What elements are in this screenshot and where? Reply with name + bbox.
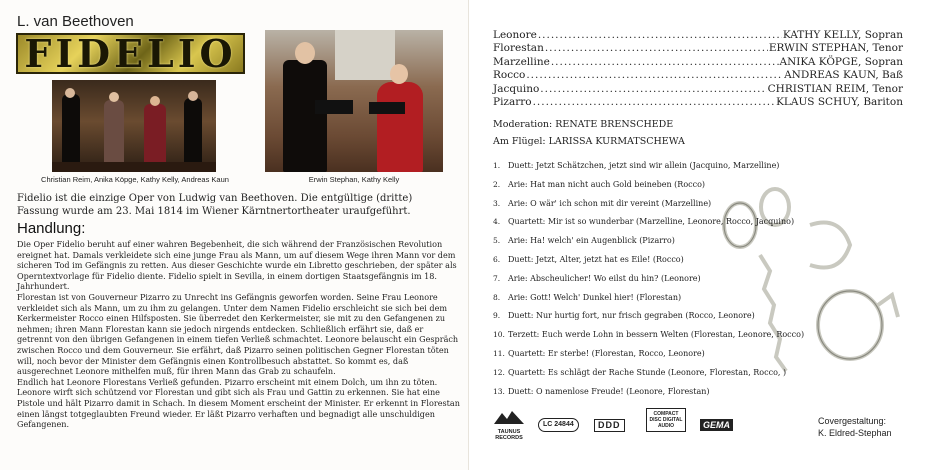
plot-heading: Handlung: — [17, 220, 86, 237]
cast-row — [493, 42, 903, 55]
track-number: 5. — [493, 236, 501, 246]
cover-design-credit — [818, 415, 892, 439]
cast-row — [493, 96, 903, 109]
track-item — [493, 195, 813, 214]
duet-caption: Erwin Stephan, Kathy Kelly — [308, 175, 400, 184]
plot-paragraph: Florestan ist von Gouverneur Pizarro zu Unrecht ins Gefängnis geworfen worden. Seine Frau Leonore verkleidet sich als Mann, um zu ihm zu gelangen. Unter dem Namen Fidelio erschleicht sie sich bei dem Kerkermeister Rocco einen Hilfsposten. Sie überredet den Kerkermeister, sie mit zu den Gefangenen zu nehmen; ihren Mann Florestan kann sie jedoch nirgends entdecken. Schließlich erfährt sie, daß er getrennt von den übrigen Gefangenen in einem tiefen Verließ schmachtet. Leonore belauscht ein Gespräch zwischen Rocco und dem Gouverneur. Sie erfährt, daß Pizarro seinen politischen Gegner Florestan töten will, noch bevor der Minister dem Gefängnis einen Kontrollbesuch abstattet. So kommt es, daß ausgerechnet Leonore mithelfen muß, für ihren Mann das Grab zu schaufeln. — [17, 291, 459, 377]
plot-text — [17, 239, 460, 430]
cast-singer: KLAUS SCHUY, Bariton — [776, 96, 903, 109]
track-item — [493, 383, 813, 402]
piano-credit: Am Flügel: LARISSA KURMATSCHEWA — [493, 136, 685, 147]
track-number: 6. — [493, 254, 501, 264]
duet-photo — [265, 30, 443, 172]
track-number: 2. — [493, 179, 501, 189]
label-logos — [484, 408, 744, 442]
cast-row — [493, 83, 903, 96]
track-number: 1. — [493, 161, 501, 170]
composer-name: L. van Beethoven — [17, 13, 134, 30]
lc-logo: LC 24844 — [538, 418, 579, 432]
track-title: Terzett: Euch werde Lohn in bessern Welten (Florestan, Leonore, Rocco) — [508, 330, 805, 340]
track-title: Quartett: Es schlägt der Rache Stunde (Leonore, Florestan, Rocco, ) — [508, 367, 787, 377]
cast-singer: ERWIN STEPHAN, Tenor — [768, 42, 903, 55]
track-item — [493, 270, 813, 289]
intro-text: Fidelio ist die einzige Oper von Ludwig van Beethoven. Die entgültige (dritte) Fassung wurde am 23. Mai 1814 im Wiener Kärntnertortheater uraufgeführt. — [17, 193, 413, 217]
track-item — [493, 307, 813, 326]
cast-singer: KATHY KELLY, Sopran — [782, 29, 903, 41]
track-title: Arie: O wär' ich schon mit dir vereint (Marzelline) — [508, 198, 712, 208]
track-item — [493, 213, 813, 232]
plot-paragraph: Endlich hat Leonore Florestans Verließ gefunden. Pizarro erscheint mit einem Dolch, um ihn zu töten. Leonore wirft sich schützend vor Florestan und gibt sich als Frau und Gattin zu erkennen. Sie hat eine Pistole und hält Pizarro damit in Schach. In diesem Moment erscheint der Minister. Er erkennt in Florestan einen längst totgeglaubten Freund wieder. Er läßt Pizarro verhaften und begnadigt alle unschuldigen Gefangenen. — [17, 376, 460, 430]
fidelio-title-logo — [16, 33, 245, 74]
track-title: Arie: Abscheulicher! Wo eilst du hin? (Leonore) — [508, 273, 701, 283]
ddd-logo: DDD — [594, 419, 625, 432]
track-item — [493, 289, 813, 308]
moderation-credit: Moderation: RENATE BRENSCHEDE — [493, 119, 674, 130]
cast-role: Rocco — [493, 69, 526, 82]
track-item — [493, 176, 813, 195]
compact-disc-logo: COMPACT DISC DIGITAL AUDIO — [646, 408, 686, 432]
cast-list — [493, 29, 903, 109]
track-title: Arie: Ha! welch' ein Augenblick (Pizarro) — [508, 236, 675, 246]
track-number: 3. — [493, 198, 501, 208]
ensemble-photo — [52, 80, 216, 172]
ensemble-caption: Christian Reim, Anika Köpge, Kathy Kelly, Andreas Kaun — [41, 175, 229, 184]
cast-row — [493, 29, 903, 42]
mountain-icon — [494, 410, 524, 424]
track-number: 13. — [493, 386, 505, 396]
track-title: Quartett: Mir ist so wunderbar (Marzelline, Leonore, Rocco, Jacquino) — [508, 217, 795, 227]
cover-design-label: Covergestaltung: — [818, 416, 887, 426]
cast-role: Jacquino — [493, 82, 540, 95]
track-number: 8. — [493, 292, 501, 302]
cast-role: Marzelline — [493, 55, 550, 68]
track-number: 4. — [493, 217, 501, 227]
gema-logo: GEMA — [700, 419, 733, 431]
track-title: Duett: Nur hurtig fort, nur frisch gegraben (Rocco, Leonore) — [508, 311, 755, 321]
track-title: Duett: Jetzt Schätzchen, jetzt sind wir allein (Jacquino, Marzelline) — [508, 161, 780, 170]
track-title: Duett: O namenlose Freude! (Leonore, Florestan) — [508, 386, 710, 396]
cast-singer: ANIKA KÖPGE, Sopran — [779, 55, 903, 68]
taunus-records-logo — [488, 410, 530, 441]
track-title: Duett: Jetzt, Alter, jetzt hat es Eile! (Rocco) — [508, 254, 684, 264]
cast-row — [493, 56, 903, 69]
taunus-logo-text: TAUNUS RECORDS — [495, 429, 523, 441]
cast-singer: CHRISTIAN REIM, Tenor — [767, 82, 903, 95]
track-number: 9. — [493, 311, 501, 321]
track-number: 7. — [493, 273, 501, 283]
track-item — [493, 364, 813, 383]
track-number: 10. — [493, 330, 505, 340]
cast-role: Florestan — [493, 42, 544, 55]
track-number: 12. — [493, 367, 505, 377]
cast-singer: ANDREAS KAUN, Baß — [784, 69, 903, 82]
track-title: Quartett: Er sterbe! (Florestan, Rocco, Leonore) — [508, 348, 705, 358]
track-number: 11. — [493, 348, 505, 358]
track-item — [493, 345, 813, 364]
plot-paragraph: Die Oper Fidelio beruht auf einer wahren Begebenheit, die sich während der Französischen Revolution ereignet hat. Damals verkleidete sich eine junge Frau als Mann, um auf diesem Wege ihren Mann vor dem sicheren Tod im Gefängnis zu retten. Aus dieser Geschichte wurde ein Libretto geschrieben, der später als Operntextvorlage für Fidelio diente. Fidelio spielt in Sevilla, in einem dortigen Staatsgefängnis im 18. Jahrhundert. — [17, 239, 457, 292]
track-item — [493, 232, 813, 251]
track-item — [493, 157, 813, 176]
track-title: Arie: Gott! Welch' Dunkel hier! (Florestan) — [508, 292, 682, 302]
title-logo-text: FIDELIO — [24, 33, 237, 74]
cover-design-name: K. Eldred-Stephan — [818, 428, 892, 438]
cast-row — [493, 69, 903, 82]
track-title: Arie: Hat man nicht auch Gold beineben (Rocco) — [508, 179, 706, 189]
track-list — [493, 157, 813, 401]
cast-role: Pizarro — [493, 96, 532, 109]
track-item — [493, 251, 813, 270]
cast-role: Leonore — [493, 29, 537, 41]
track-item — [493, 326, 813, 345]
